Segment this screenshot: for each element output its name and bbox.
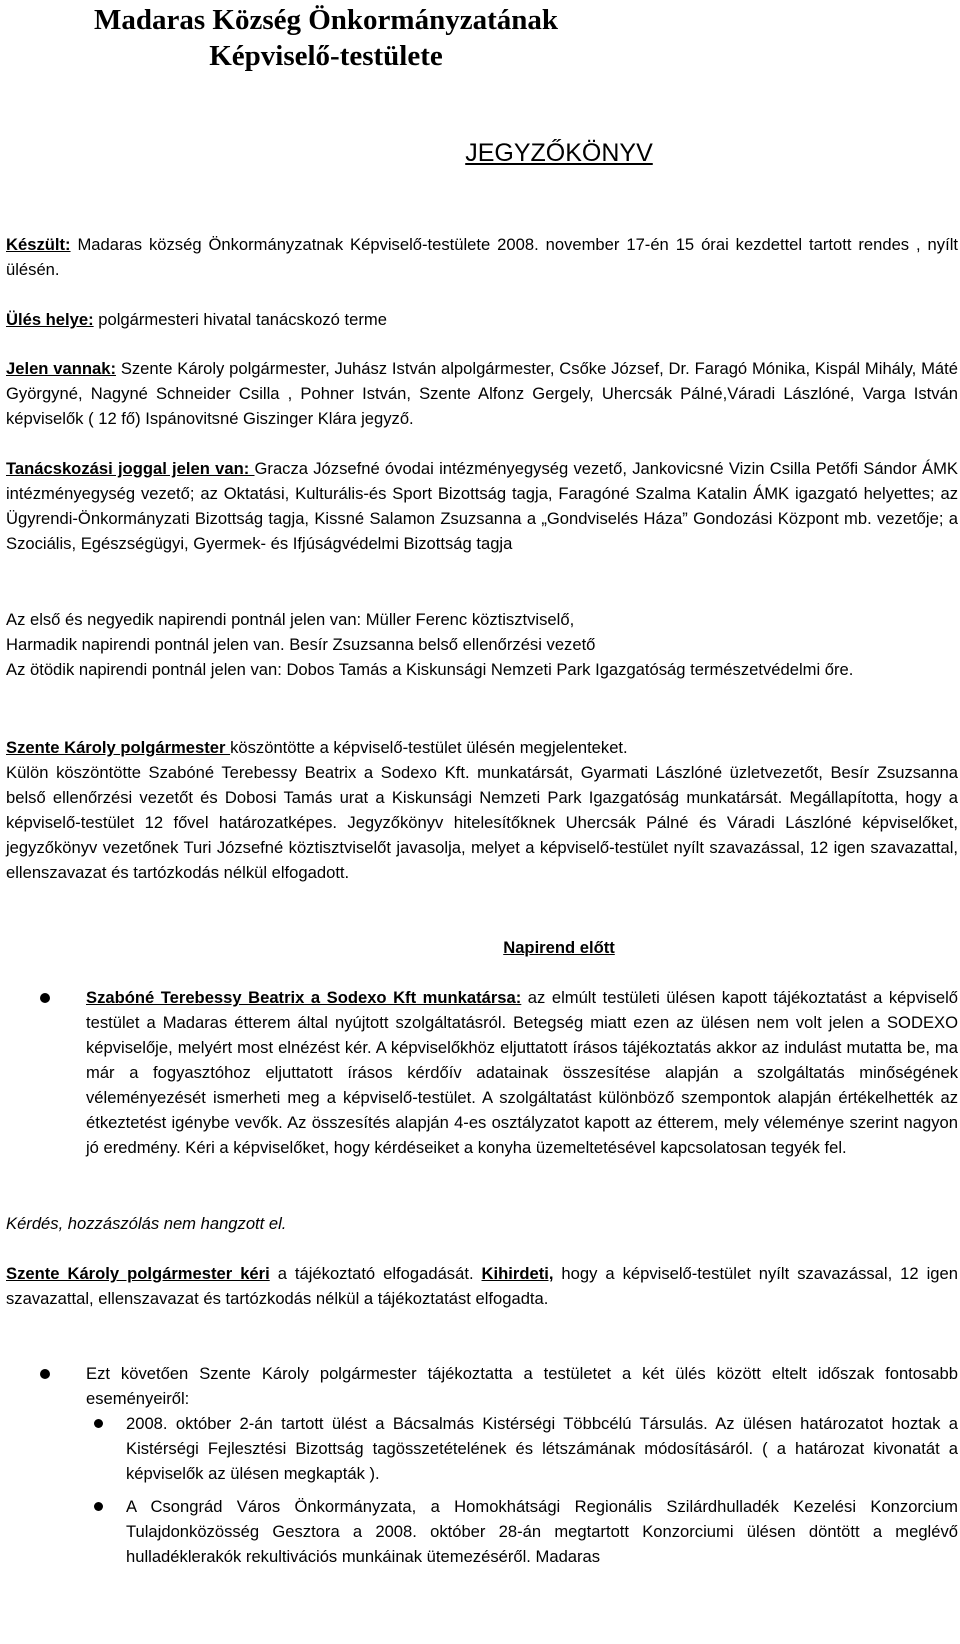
decision-text2: hogy a képviselő-testület nyílt szavazással, 12 igen szavazattal, ellenszavazat és tartózkodás nélkül a tájékoztatást elfogadta. [6,1264,958,1308]
keszult-text: Madaras község Önkormányzatnak Képviselő-testülete 2008. november 17-én 15 órai kezdettel tartott rendes , nyílt ülésén. [6,235,958,279]
keszult-paragraph [6,232,958,282]
napirend-item-1-label: Szabóné Terebessy Beatrix a Sodexo Kft munkatársa: [86,988,522,1007]
decision-text1: a tájékoztató elfogadását. [269,1264,482,1283]
document-title-line2: Képviselő-testülete [209,40,443,72]
question-line: Kérdés, hozzászólás nem hangzott el. [6,1214,287,1233]
napirend-subitem-2-text: A Csongrád Város Önkormányzata, a Homokhátsági Regionális Szilárdhulladék Kezelési Konzorcium Tulajdonközösség Gesztora a 2008. október 28-án megtartott Konzorciumi ülésen döntött a meglévő hulladéklerakók rekultivációs munkáinak ütemezéséről. Madaras [126,1497,958,1566]
document-type-heading: JEGYZŐKÖNYV [465,139,653,167]
napirend-item-1-text [86,985,958,1160]
opening-text1: köszöntötte a képviselő-testület ülésén megjelenteket. [230,738,628,757]
decision-label: Szente Károly polgármester kéri [6,1264,270,1283]
tanacskozasi-label: Tanácskozási joggal jelen van: [6,459,255,478]
decision-paragraph [6,1261,958,1311]
tanacskozasi-text: Gracza Józsefné óvodai intézményegység vezető, Jankovicsné Vizin Csilla Petőfi Sándor ÁMK intézményegység vezető; az Oktatási, Kulturális-és Sport Bizottság tagja, Faragóné Szalma Katalin ÁMK igazgató helyettes; az Ügyrendi-Önkormányzati Bizottság tagja, Kissné Salamon Zsuzsanna a „Gondviselés Háza” Gondozási Központ mb. vezetője; a Szociális, Egészségügyi, Gyermek- és Ifjúságvédelmi Bizottság tagja [6,459,958,553]
napirend-item-2-text: Ezt követően Szente Károly polgármester tájékoztatta a testületet a két ülés között eltelt időszak fontosabb eseményeiről: [86,1364,958,1408]
bullet-icon [40,1369,50,1379]
napirend-attendance-line3: Az ötödik napirendi pontnál jelen van: Dobos Tamás a Kiskunsági Nemzeti Park Igazgatóság természetvédelmi őre. [6,660,854,679]
bullet-icon [94,1502,103,1511]
opening-paragraph [6,735,958,885]
napirend-item-1-body: az elmúlt testületi ülésen kapott tájékoztatást a képviselő testület a Madaras étterem által nyújtott szolgáltatásról. Betegség miatt ezen az ülésen nem volt jelen a SODEXO képviselője, melyért most elnézést kér. A képviselőkhöz eljuttatott írásos tájékoztatás akkor az indulást mutatta be, ma már a fogyasztóhoz eljuttatott írásos kérdőív adatainak összesítése alapján a szolgáltatás minőségének véleményezését ismerheti meg a képviselő-testület. A szolgáltatást különböző szempontok alapján értékelhették az étkeztetést igénybe vevők. Az összesítés alapján 4-es osztályzatot kapott az étterem, mely véleménye szerint nagyon jó eredmény. Kéri a képviselőket, hogy kérdéseiket a konyha üzemeltetésével kapcsolatosan tegyék fel. [86,988,959,1157]
opening-speaker-label: Szente Károly polgármester [6,738,231,757]
opening-text2: Külön köszöntötte Szabóné Terebessy Beatrix a Sodexo Kft. munkatársát, Gyarmati Lászlóné üzletvezetőt, Besír Zsuzsanna belső ellenőrzési vezetőt és Dobosi Tamás urat a Kiskunsági Nemzeti Park Igazgatóság munkatársát. Megállapította, hogy a képviselő-testület 12 fővel határozatképes. Jegyzőkönyv hitelesítőknek Uhercsák Pálné és Váradi Lászlóné képviselőket, jegyzőkönyv vezetőnek Turi Józsefné köztisztviselőt javasolja, melyet a képviselő-testület nyílt szavazással, 12 igen szavazattal, ellenszavazat és tartózkodás nélkül elfogadott. [6,763,958,882]
document-title-line1: Madaras Község Önkormányzatának [94,4,558,36]
bullet-icon [40,993,50,1003]
bullet-icon [94,1419,103,1428]
jelen-vannak-paragraph [6,356,958,431]
napirend-attendance-line2: Harmadik napirendi pontnál jelen van. Besír Zsuzsanna belső ellenőrzési vezető [6,635,596,654]
decision-label2: Kihirdeti, [481,1264,554,1283]
napirend-attendance-paragraph [6,607,958,682]
napirend-attendance-line1: Az első és negyedik napirendi pontnál jelen van: Müller Ferenc köztisztviselő, [6,610,575,629]
tanacskozasi-paragraph [6,456,958,556]
ules-helye-label: Ülés helye: [6,310,94,329]
keszult-label: Készült: [6,235,71,254]
jelen-vannak-label: Jelen vannak: [6,359,116,378]
napirend-elott-heading: Napirend előtt [503,938,615,957]
ules-helye-paragraph [6,307,958,332]
opening-first-line [6,735,958,760]
ules-helye-text: polgármesteri hivatal tanácskozó terme [98,310,387,329]
napirend-subitem-1-text: 2008. október 2-án tartott ülést a Bácsalmás Kistérségi Többcélú Társulás. Az ülésen határozatot hoztak a Kistérségi Fejlesztési Bizottság tagösszetételének és létszámának módosításáról. ( a határozat kivonatát a képviselők az ülésen megkapták ). [126,1414,958,1483]
jelen-vannak-text: Szente Károly polgármester, Juhász István alpolgármester, Csőke József, Dr. Faragó Mónika, Kispál Mihály, Máté Györgyné, Nagyné Schneider Csilla , Pohner István, Szente Alfonz Gergely, Uhercsák Pálné,Váradi Lászlóné, Varga István képviselők ( 12 fő) Ispánovitsné Giszinger Klára jegyző. [6,359,958,428]
